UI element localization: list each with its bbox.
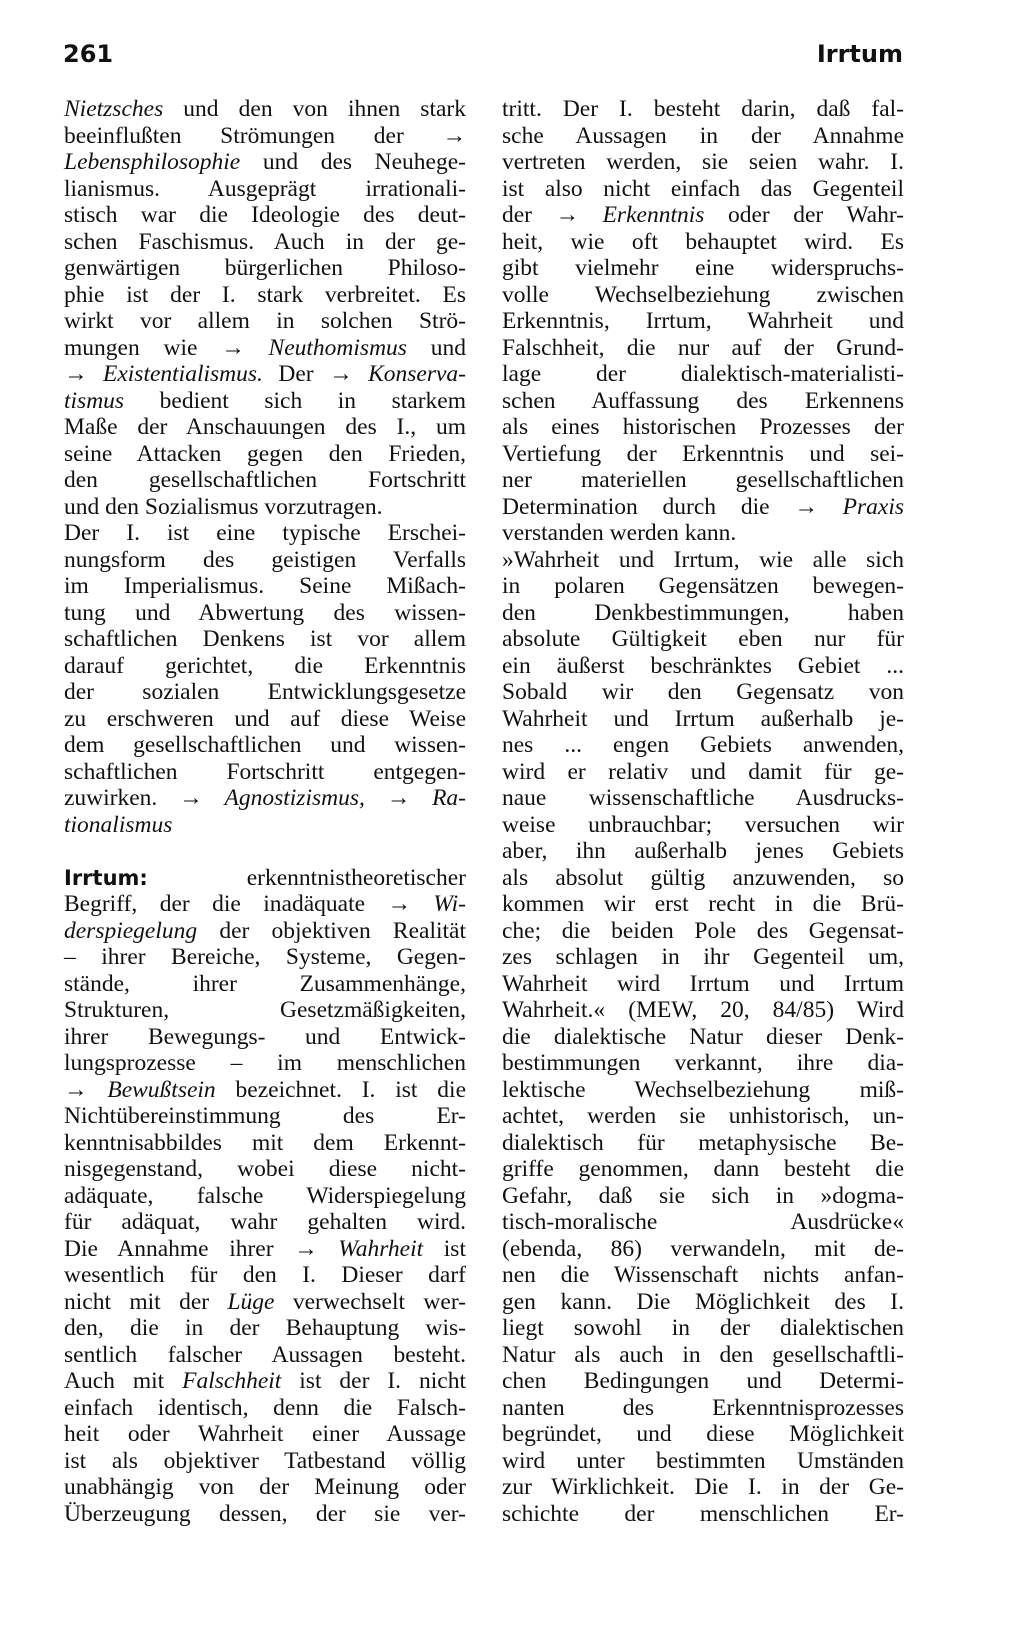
text-line: [502, 149, 904, 176]
text-line: [64, 202, 466, 229]
text-run: (ebenda, 86) verwandeln, mit de-: [502, 1235, 904, 1262]
text-line: [64, 1342, 466, 1369]
text-run: phie ist der I. stark verbreitet. Es: [64, 281, 466, 308]
text-run: chen Bedingungen und Determi-: [502, 1368, 904, 1394]
text-run: sentlich falscher Aussagen besteht.: [64, 1341, 466, 1368]
text-run: zur Wirklichkeit. Die I. in der Ge-: [502, 1474, 904, 1500]
text-line: [64, 865, 466, 892]
text-line: [502, 838, 904, 865]
text-run: →: [364, 785, 433, 811]
text-line: [64, 229, 466, 256]
text-run: zes schlagen in ihr Gegenteil um,: [502, 944, 904, 970]
text-line: [502, 1289, 904, 1316]
text-line: [64, 706, 466, 733]
text-line: [502, 1262, 904, 1289]
text-run: liegt sowohl in der dialektischen: [502, 1315, 904, 1341]
text-line: [502, 335, 904, 362]
text-line: [64, 573, 466, 600]
text-line: [64, 1448, 466, 1475]
text-line: [502, 944, 904, 971]
text-line: [502, 865, 904, 892]
text-run: Erkenntnis, Irrtum, Wahrheit und: [502, 308, 904, 334]
text-line: [64, 1077, 466, 1104]
text-run: schen Faschismus. Auch in der ge-: [64, 228, 466, 255]
text-run: Überzeugung dessen, der sie ver-: [64, 1500, 466, 1527]
text-run: den gesellschaftlichen Fortschritt: [64, 467, 466, 493]
text-line: [64, 467, 466, 494]
italic-term: Bewußtsein: [107, 1076, 216, 1103]
text-run: heit, wie oft behauptet wird. Es: [502, 228, 904, 255]
text-line: [502, 388, 904, 415]
text-line: [502, 1474, 904, 1501]
text-run: – ihrer Bereiche, Systeme, Gegen-: [64, 944, 466, 970]
text-run: mungen wie →: [64, 334, 269, 361]
text-line: [64, 971, 466, 998]
italic-term: derspiegelung: [64, 917, 198, 944]
text-run: tung und Abwertung des wissen-: [64, 599, 466, 626]
text-run: absolute Gültigkeit eben nur für: [502, 626, 904, 652]
text-run: ist: [423, 1235, 466, 1262]
text-line: [64, 1209, 466, 1236]
text-run: lage der dialektisch-materialisti-: [502, 361, 904, 387]
text-run: lungsprozesse – im menschlichen: [64, 1050, 466, 1076]
text-run: und den Sozialismus vorzutragen.: [64, 493, 383, 520]
text-line: [64, 732, 466, 759]
text-run: stände, ihrer Zusammenhänge,: [64, 970, 466, 997]
text-run: adäquate, falsche Widerspiegelung: [64, 1182, 466, 1209]
text-run: wesentlich für den I. Dieser darf: [64, 1262, 466, 1288]
text-line: [64, 176, 466, 203]
text-line: [64, 1395, 466, 1422]
text-line: [64, 944, 466, 971]
text-run: den Denkbestimmungen, haben: [502, 599, 904, 626]
text-run: verstanden werden kann.: [502, 520, 737, 546]
text-line: [502, 1342, 904, 1369]
italic-term: Lebensphilosophie: [64, 149, 241, 175]
text-line: [502, 997, 904, 1024]
text-run: zu erschweren und auf diese Weise: [64, 705, 466, 732]
text-run: Begriff, der die inadäquate →: [64, 891, 434, 917]
text-line: [64, 1262, 466, 1289]
text-run: kommen wir erst recht in die Brü-: [502, 891, 904, 917]
text-line: [64, 1103, 466, 1130]
paragraph-gap: [64, 838, 466, 865]
text-line: [64, 96, 466, 123]
text-line: [502, 1315, 904, 1342]
text-run: darauf gerichtet, die Erkenntnis: [64, 652, 466, 679]
text-run: genwärtigen bürgerlichen Philoso-: [64, 255, 466, 281]
text-run: den, die in der Behauptung wis-: [64, 1315, 466, 1341]
text-run: der sozialen Entwicklungsgesetze: [64, 679, 466, 705]
italic-term: Praxis: [842, 493, 904, 520]
text-run: Determination durch die →: [502, 493, 843, 520]
text-run: Die Annahme ihrer →: [64, 1235, 339, 1262]
text-run: bedient sich in starkem: [124, 387, 466, 414]
italic-term: Falschheit: [182, 1368, 282, 1394]
text-line: [502, 202, 904, 229]
text-run: die dialektische Natur dieser Denk-: [502, 1023, 904, 1050]
text-run: Gefahr, daß sie sich in »dogma-: [502, 1182, 904, 1209]
text-line: [502, 96, 904, 123]
text-run: tisch-moralische Ausdrücke«: [502, 1209, 904, 1235]
text-line: [502, 812, 904, 839]
text-run: Der →: [262, 361, 369, 387]
text-line: [502, 1077, 904, 1104]
italic-term: Wi-: [433, 891, 466, 917]
text-run: nen die Wissenschaft nichts anfan-: [502, 1262, 904, 1288]
text-run: dialektisch für metaphysische Be-: [502, 1129, 904, 1156]
text-line: [502, 308, 904, 335]
text-line: [64, 1236, 466, 1263]
text-run: Falschheit, die nur auf der Grund-: [502, 334, 904, 361]
text-run: und den von ihnen stark: [163, 96, 466, 122]
text-line: [502, 520, 904, 547]
text-line: [502, 1130, 904, 1157]
text-run: bestimmungen verkannt, ihre dia-: [502, 1050, 904, 1076]
text-run: Wahrheit und Irrtum außerhalb je-: [502, 705, 904, 732]
text-line: [64, 520, 466, 547]
text-run: schaftlichen Denkens ist vor allem: [64, 626, 466, 652]
text-line: [64, 1315, 466, 1342]
text-line: [64, 282, 466, 309]
text-line: [502, 1448, 904, 1475]
text-run: »Wahrheit und Irrtum, wie alle sich: [502, 546, 904, 573]
text-run: ihrer Bewegungs- und Entwick-: [64, 1023, 466, 1050]
text-line: [64, 653, 466, 680]
text-line: [502, 1183, 904, 1210]
text-run: schichte der menschlichen Er-: [502, 1500, 904, 1527]
text-line: [64, 335, 466, 362]
italic-term: Neuthomismus: [268, 334, 407, 361]
text-line: [502, 1501, 904, 1528]
text-run: Nichtübereinstimmung des Er-: [64, 1103, 466, 1129]
text-run: weise unbrauchbar; versuchen wir: [502, 811, 904, 838]
text-line: [64, 997, 466, 1024]
text-line: [502, 891, 904, 918]
text-run: sche Aussagen in der Annahme: [502, 122, 904, 149]
text-run: und: [406, 334, 467, 361]
text-line: [502, 176, 904, 203]
italic-term: Konserva-: [368, 361, 466, 387]
page-number: 261: [63, 40, 114, 68]
text-run: einfach identisch, denn die Falsch-: [64, 1394, 466, 1421]
text-run: dem gesellschaftlichen und wissen-: [64, 732, 466, 758]
text-line: [64, 785, 466, 812]
text-run: ner materiellen gesellschaftlichen: [502, 467, 904, 493]
text-line: [64, 255, 466, 282]
text-run: nes ... engen Gebiets anwenden,: [502, 732, 904, 758]
text-line: [502, 971, 904, 998]
text-run: achtet, werden sie unhistorisch, un-: [502, 1103, 904, 1129]
left-column: [64, 96, 466, 1527]
text-run: lianismus. Ausgeprägt irrationali-: [64, 175, 466, 202]
text-line: [64, 600, 466, 627]
text-run: heit oder Wahrheit einer Aussage: [64, 1421, 466, 1447]
text-run: und des Neuhege-: [240, 149, 466, 175]
text-line: [502, 1421, 904, 1448]
text-run: schaftlichen Fortschritt entgegen-: [64, 758, 466, 785]
text-line: [502, 918, 904, 945]
text-run: naue wissenschaftliche Ausdrucks-: [502, 785, 904, 811]
text-line: [502, 732, 904, 759]
text-line: [64, 1421, 466, 1448]
text-run: als absolut gültig anzuwenden, so: [502, 864, 904, 891]
italic-term: Existentialismus.: [102, 361, 263, 387]
text-line: [502, 1024, 904, 1051]
running-head: Irrtum: [816, 40, 903, 68]
text-run: che; die beiden Pole des Gegensat-: [502, 917, 904, 944]
text-line: [502, 441, 904, 468]
text-run: aber, ihn außerhalb jenes Gebiets: [502, 838, 904, 864]
text-line: [502, 706, 904, 733]
text-run: verwechselt wer-: [274, 1288, 466, 1315]
italic-term: tismus: [64, 387, 125, 414]
text-run: Auch mit: [64, 1368, 183, 1394]
text-line: [502, 1395, 904, 1422]
text-run: Wahrheit.« (MEW, 20, 84/85) Wird: [502, 997, 904, 1023]
text-run: volle Wechselbeziehung zwischen: [502, 281, 904, 308]
text-line: [64, 1501, 466, 1528]
text-line: [502, 467, 904, 494]
text-run: bezeichnet. I. ist die: [215, 1076, 466, 1103]
text-line: [502, 653, 904, 680]
text-line: [502, 1156, 904, 1183]
text-line: [64, 1474, 466, 1501]
text-line: [64, 361, 466, 388]
text-line: [64, 123, 466, 150]
text-line: [502, 759, 904, 786]
text-run: seine Attacken gegen den Frieden,: [64, 440, 466, 467]
text-line: [502, 1103, 904, 1130]
text-run: begründet, und diese Möglichkeit: [502, 1421, 904, 1447]
text-run: für adäquat, wahr gehalten wird.: [64, 1209, 466, 1235]
text-run: wird unter bestimmten Umständen: [502, 1447, 904, 1474]
text-line: [502, 626, 904, 653]
text-line: [502, 785, 904, 812]
text-run: wirkt vor allem in solchen Strö-: [64, 308, 466, 334]
text-line: [64, 1368, 466, 1395]
text-run: →: [64, 361, 103, 387]
text-line: [64, 918, 466, 945]
text-run: nungsform des geistigen Verfalls: [64, 546, 466, 573]
italic-term: Lüge: [227, 1288, 275, 1315]
text-line: [502, 361, 904, 388]
text-run: kenntnisabbildes mit dem Erkennt-: [64, 1129, 466, 1156]
text-run: oder der Wahr-: [704, 202, 904, 228]
text-line: [502, 1209, 904, 1236]
text-line: [64, 547, 466, 574]
italic-term: tionalismus: [64, 811, 173, 838]
text-run: gibt vielmehr eine widerspruchs-: [502, 255, 904, 281]
text-run: ein äußerst beschränktes Gebiet ...: [502, 652, 904, 679]
text-run: unabhängig von der Meinung oder: [64, 1474, 466, 1500]
italic-term: Erkenntnis: [602, 202, 705, 228]
text-line: [64, 308, 466, 335]
text-run: nisgegenstand, wobei diese nicht-: [64, 1156, 466, 1182]
text-run: erkenntnistheoretischer: [147, 864, 466, 891]
text-run: griffe genommen, dann besteht die: [502, 1156, 904, 1182]
text-line: [64, 759, 466, 786]
text-line: [502, 1050, 904, 1077]
text-line: [64, 441, 466, 468]
text-run: tritt. Der I. besteht darin, daß fal-: [502, 96, 904, 122]
text-run: zuwirken. →: [64, 785, 225, 811]
text-line: [64, 679, 466, 706]
text-run: Sobald wir den Gegensatz von: [502, 679, 904, 705]
text-line: [64, 1130, 466, 1157]
text-run: der →: [502, 202, 603, 228]
text-run: lektische Wechselbeziehung miß-: [502, 1076, 904, 1103]
text-run: Wahrheit wird Irrtum und Irrtum: [502, 970, 904, 997]
text-line: [64, 1183, 466, 1210]
text-line: [502, 255, 904, 282]
text-line: [64, 414, 466, 441]
text-line: [64, 1289, 466, 1316]
text-line: [502, 414, 904, 441]
text-line: [64, 1024, 466, 1051]
text-line: [64, 149, 466, 176]
italic-term: Wahrheit: [338, 1235, 424, 1262]
text-line: [502, 1368, 904, 1395]
text-line: [502, 494, 904, 521]
text-run: ist also nicht einfach das Gegenteil: [502, 175, 904, 202]
text-line: [64, 388, 466, 415]
text-run: ist als objektiver Tatbestand völlig: [64, 1447, 466, 1474]
italic-term: Nietzsches: [64, 96, 164, 122]
text-line: [502, 547, 904, 574]
text-run: ist der I. nicht: [281, 1368, 466, 1394]
text-run: wird er relativ und damit für ge-: [502, 758, 904, 785]
text-run: Natur als auch in den gesellschaftli-: [502, 1341, 904, 1368]
text-run: Der I. ist eine typische Erschei-: [64, 520, 466, 546]
text-run: beeinflußten Strömungen der →: [64, 122, 466, 149]
entry-lemma: Irrtum:: [64, 865, 148, 890]
text-line: [502, 229, 904, 256]
text-run: stisch war die Ideologie des deut-: [64, 202, 466, 228]
text-run: Maße der Anschauungen des I., um: [64, 414, 466, 440]
text-line: [64, 812, 466, 839]
text-run: als eines historischen Prozesses der: [502, 414, 904, 440]
text-line: [64, 1050, 466, 1077]
text-run: vertreten werden, sie seien wahr. I.: [502, 149, 904, 175]
text-line: [64, 891, 466, 918]
right-column: [502, 96, 904, 1527]
text-run: nanten des Erkenntnisprozesses: [502, 1394, 904, 1421]
text-line: [64, 494, 466, 521]
text-run: Vertiefung der Erkenntnis und sei-: [502, 440, 904, 467]
text-run: gen kann. Die Möglichkeit des I.: [502, 1288, 904, 1315]
text-run: der objektiven Realität: [197, 917, 466, 944]
text-line: [502, 600, 904, 627]
text-line: [502, 123, 904, 150]
text-run: schen Auffassung des Erkennens: [502, 387, 904, 414]
text-line: [502, 1236, 904, 1263]
text-line: [64, 1156, 466, 1183]
text-run: nicht mit der: [64, 1288, 228, 1315]
italic-term: Ra-: [432, 785, 466, 811]
text-line: [502, 573, 904, 600]
italic-term: Agnostizismus,: [224, 785, 365, 811]
text-line: [502, 282, 904, 309]
text-line: [502, 679, 904, 706]
text-run: →: [64, 1076, 108, 1103]
text-line: [64, 626, 466, 653]
text-run: im Imperialismus. Seine Mißach-: [64, 573, 466, 599]
text-run: Strukturen, Gesetzmäßigkeiten,: [64, 997, 466, 1023]
text-run: in polaren Gegensätzen bewegen-: [502, 573, 904, 599]
